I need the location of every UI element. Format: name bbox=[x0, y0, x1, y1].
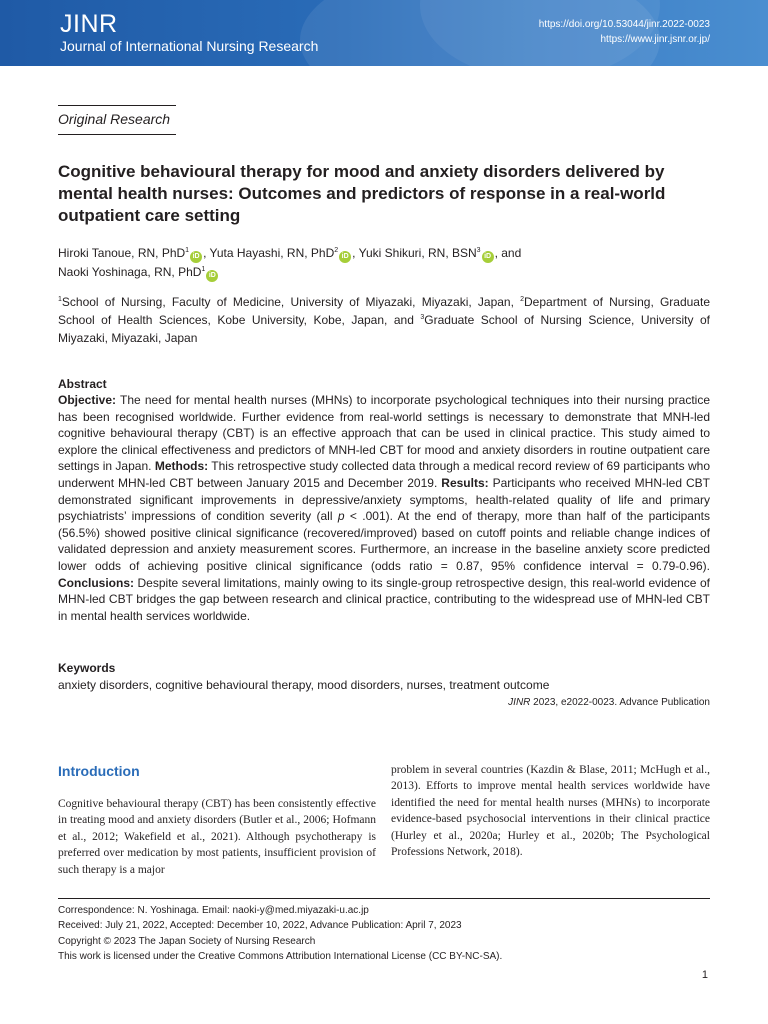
author-name: Hiroki Tanoue, RN, PhD bbox=[58, 246, 186, 260]
author-separator: , and bbox=[494, 246, 522, 260]
copyright-note: Copyright © 2023 The Japan Society of Nursing Research bbox=[58, 935, 316, 947]
author-affiliation-sup: 1 bbox=[201, 266, 206, 273]
affiliation-text: School of Nursing, Faculty of Medicine, University of Miyazaki, Miyazaki, Japan, bbox=[61, 295, 521, 309]
objective-text: The need for mental health nurses (MHNs) to incorporate psychological techniques into their nursing practice has been recognised worldwide. Further evidence from real-world settings is necessary to demonstrate that MNH-led cognitive behavioural therapy (CBT) is an effective approach that can be used in clinical practice. This study aimed to explore the clinical effectiveness and predictors of MNH-led CBT for mood and anxiety disorders in routine outpatient care settings in Japan. bbox=[58, 393, 710, 474]
methods-label: Methods: bbox=[154, 459, 209, 474]
results-text: Participants who received MHN-led CBT demonstrated significant improvements in depressive/anxiety symptoms, health-related quality of life and primary psychiatrists’ impressions of condition severity (all bbox=[58, 475, 711, 524]
orcid-icon[interactable]: iD bbox=[190, 251, 202, 263]
affiliation-sup: 2 bbox=[520, 296, 525, 303]
abstract-heading: Abstract bbox=[58, 377, 107, 391]
dates-note: Received: July 21, 2022, Accepted: December 10, 2022, Advance Publication: April 7, 2023 bbox=[58, 920, 462, 932]
journal-name: Journal of International Nursing Research bbox=[60, 38, 319, 54]
author-affiliation-sup: 1 bbox=[185, 247, 190, 254]
methods-text: This retrospective study collected data through a medical record review of 69 participants who underwent MHN-led CBT between January 2015 and December 2019. bbox=[58, 459, 710, 490]
article-type: Original Research bbox=[58, 111, 171, 127]
author-list bbox=[58, 244, 708, 282]
orcid-icon[interactable]: iD bbox=[482, 251, 494, 263]
orcid-icon[interactable]: iD bbox=[206, 270, 218, 282]
author-name: Yuta Hayashi, RN, PhD bbox=[209, 246, 335, 260]
objective-label: Objective: bbox=[58, 393, 117, 407]
affiliation-text: Graduate School of Nursing Science, University of Miyazaki, Miyazaki, Japan bbox=[58, 313, 711, 345]
conclusions-text: Despite several limitations, mainly owing to its single-group retrospective design, this real-world evidence of MHN-led CBT bridges the gap between research and clinical practice, contributing to the widespread use of MHN-led CBT in mental health services worldwide. bbox=[58, 575, 710, 623]
conclusions-label: Conclusions: bbox=[58, 575, 135, 590]
license-note: This work is licensed under the Creative Commons Attribution International License (CC BY-NC-SA). bbox=[58, 951, 503, 963]
footnote-rule bbox=[58, 898, 710, 899]
introduction-right-column: problem in several countries (Kazdin & Blase, 2011; McHugh et al., 2013). Efforts to improve mental health services worldwide have identified the need for mental health nurses (MHNs) to incorporate evidence-based psychosocial interventions in their clinical practice (Hurley et al., 2020a; Hurley et al., 2020b; The Psychological Professions Network, 2018). bbox=[391, 764, 710, 859]
p-value-symbol: p bbox=[337, 509, 345, 524]
journal-header bbox=[0, 0, 768, 66]
article-type-rule-top bbox=[58, 105, 176, 106]
footnotes bbox=[58, 903, 710, 965]
affiliation-text: Department of Nursing, Graduate School of Health Sciences, Kobe University, Kobe, Japan, and bbox=[58, 295, 710, 327]
introduction-heading: Introduction bbox=[58, 763, 140, 779]
author-separator: , bbox=[352, 246, 359, 260]
results-text-cont: < .001). At the end of therapy, more than half of the participants (56.5%) showed positive clinical significance (recovered/improved) based on cutoff points and reliable change indices of validated depression and anxiety measurement scores. Furthermore, an increase in the baseline anxiety score predicted lower odds of achieving positive clinical significance (odds ratio = 0.87, 95% confidence interval = 0.79-0.96). bbox=[58, 509, 710, 573]
results-label: Results: bbox=[441, 475, 489, 490]
correspondence-note: Correspondence: N. Yoshinaga. Email: naoki-y@med.miyazaki-u.ac.jp bbox=[58, 905, 369, 916]
article-title: Cognitive behavioural therapy for mood and anxiety disorders delivered by mental health nurses: Outcomes and predictors of response in a real-world outpatient care setting bbox=[58, 162, 666, 225]
article-type-rule-bottom bbox=[58, 134, 176, 135]
introduction-left-column: Cognitive behavioural therapy (CBT) has been consistently effective in treating mood and anxiety disorders (Butler et al., 2006; Hofmann et al., 2012; Wakefield et al., 2021). Although psychotherapy is preferred over medication by most patients, insufficient provision of such therapy is a major bbox=[58, 798, 376, 876]
citation-rest: 2023, e2022-0023. Advance Publication bbox=[530, 697, 710, 708]
page-number: 1 bbox=[701, 969, 708, 981]
author-name: Yuki Shikuri, RN, BSN bbox=[358, 246, 477, 260]
header-decoration bbox=[420, 0, 660, 66]
affiliation-sup: 3 bbox=[420, 314, 425, 321]
author-affiliation-sup: 2 bbox=[334, 247, 339, 254]
affiliations bbox=[58, 293, 710, 347]
doi-link[interactable]: https://doi.org/10.53044/jinr.2022-0023 bbox=[538, 19, 710, 30]
citation-journal: JINR bbox=[508, 697, 531, 708]
citation-line bbox=[508, 697, 710, 708]
keywords-heading: Keywords bbox=[58, 661, 116, 675]
affiliation-sup: 1 bbox=[58, 296, 62, 303]
keywords-text: anxiety disorders, cognitive behavioural therapy, mood disorders, nurses, treatment outcome bbox=[58, 678, 550, 692]
author-separator: , bbox=[203, 246, 210, 260]
orcid-icon[interactable]: iD bbox=[339, 251, 351, 263]
author-affiliation-sup: 3 bbox=[476, 247, 481, 254]
journal-url-link[interactable]: https://www.jinr.jsnr.or.jp/ bbox=[600, 34, 710, 45]
abstract-body bbox=[58, 392, 710, 624]
author-name: Naoki Yoshinaga, RN, PhD bbox=[58, 265, 202, 279]
journal-logo: JINR bbox=[60, 10, 118, 38]
